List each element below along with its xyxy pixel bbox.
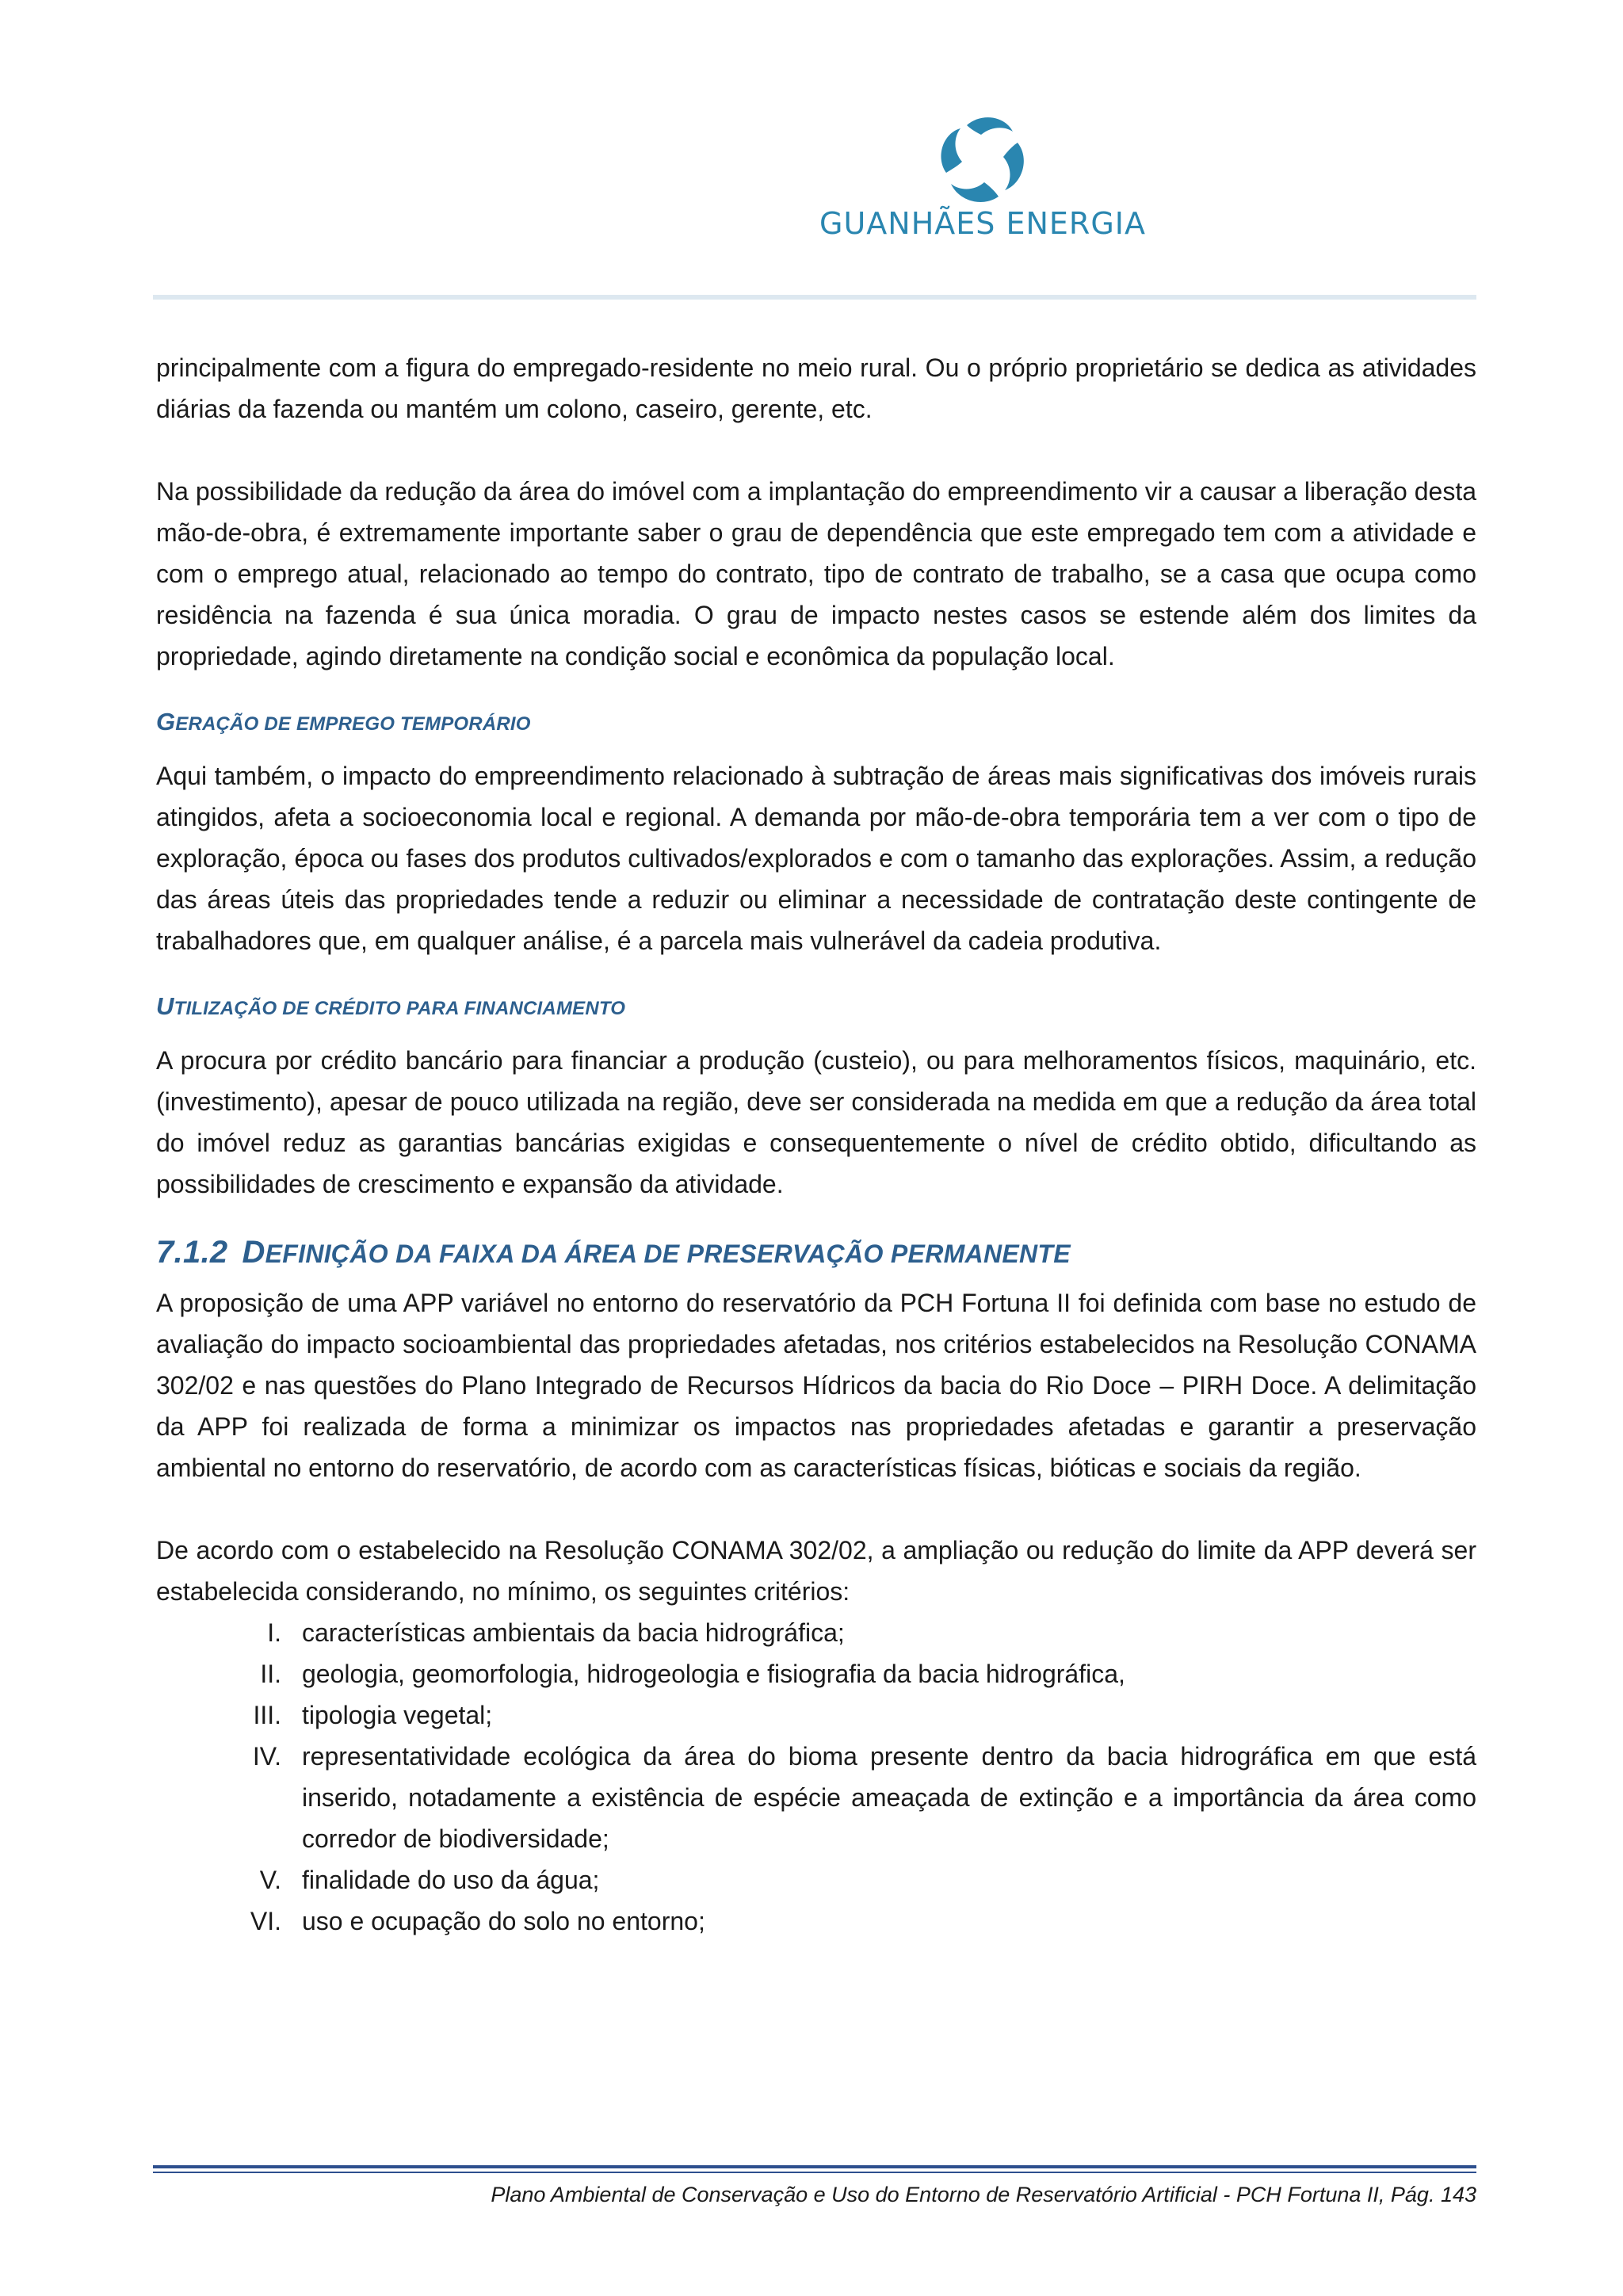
header-rule (153, 295, 1476, 300)
subheading-emprego-temporario: GERAÇÃO DE EMPREGO TEMPORÁRIO (156, 708, 531, 735)
list-item: VI. uso e ocupação do solo no entorno; (250, 1907, 705, 1935)
criteria-list (156, 1612, 1476, 1942)
paragraph-reducao-area: Na possibilidade da redução da área do imóvel com a implantação do empreendimento vir a causar a liberação desta mão-de-obra, é extremamente importante saber o grau de dependência que este empregado tem com a atividade e com o emprego atual, relacionado ao tempo do contrato, tipo de contrato de trabalho, se a casa que ocupa como residência na fazenda é sua única moradia. O grau de impacto nestes casos se estende além dos limites da propriedade, agindo diretamente na condição social e econômica da população local. (156, 477, 1476, 670)
list-item: I. características ambientais da bacia hidrográfica; (267, 1618, 845, 1647)
paragraph-conama-criterios: De acordo com o estabelecido na Resolução CONAMA 302/02, a ampliação ou redução do limite da APP deverá ser estabelecida considerando, no mínimo, os seguintes critérios: (156, 1536, 1476, 1606)
subheading-credito: UTILIZAÇÃO DE CRÉDITO PARA FINANCIAMENTO (156, 992, 626, 1020)
section-heading-app: 7.1.2 DEFINIÇÃO DA FAIXA DA ÁREA DE PRESERVAÇÃO PERMANENTE (156, 1235, 1071, 1270)
paragraph-emprego-temporario: Aqui também, o impacto do empreendimento relacionado à subtração de áreas mais significativas dos imóveis rurais atingidos, afeta a socioeconomia local e regional. A demanda por mão-de-obra temporária tem a ver com o tipo de exploração, época ou fases dos produtos cultivados/explorados e com o tamanho das explorações. Assim, a redução das áreas úteis das propriedades tende a reduzir ou eliminar a necessidade de contratação deste contingente de trabalhadores que, em qualquer análise, é a parcela mais vulnerável da cadeia produtiva. (156, 762, 1476, 955)
guanhaes-swirl-logo-icon (935, 111, 1030, 206)
paragraph-app-proposicao: A proposição de uma APP variável no entorno do reservatório da PCH Fortuna II foi definida com base no estudo de avaliação do impacto socioambiental das propriedades afetadas, nos critérios estabelecidos na Resolução CONAMA 302/02 e nas questões do Plano Integrado de Recursos Hídricos da bacia do Rio Doce – PIRH Doce. A delimitação da APP foi realizada de forma a minimizar os impactos nas propriedades afetadas e garantir a preservação ambiental no entorno do reservatório, de acordo com as características físicas, bióticas e sociais da região. (156, 1289, 1476, 1482)
paragraph-credito: A procura por crédito bancário para financiar a produção (custeio), ou para melhoramentos físicos, maquinário, etc. (investimento), apesar de pouco utilizada na região, deve ser considerada na medida em que a redução da área total do imóvel reduz as garantias bancárias exigidas e consequentemente o nível de crédito obtido, dificultando as possibilidades de crescimento e expansão da atividade. (156, 1046, 1476, 1198)
footer-rule (153, 2165, 1476, 2168)
paragraph-empregado-residente: principalmente com a figura do empregado-residente no meio rural. Ou o próprio proprietário se dedica as atividades diárias da fazenda ou mantém um colono, caseiro, gerente, etc. (156, 353, 1476, 423)
list-item: II. geologia, geomorfologia, hidrogeologia e fisiografia da bacia hidrográfica, (260, 1660, 1125, 1688)
list-item: IV. representatividade ecológica da área do bioma presente dentro da bacia hidrográfica em que está inserido, notadamente a existência de espécie ameaçada de extinção e a importância da área como corredor de biodiversidade; (252, 1742, 1476, 1853)
list-item: III. tipologia vegetal; (253, 1701, 493, 1729)
section-number: 7.1.2 (156, 1235, 228, 1270)
logo-text: GUANHÃES ENERGIA (819, 206, 1146, 241)
list-item: V. finalidade do uso da água; (259, 1866, 600, 1894)
footer-text: Plano Ambiental de Conservação e Uso do Entorno de Reservatório Artificial - PCH Fortuna II, Pág. 143 (491, 2183, 1476, 2206)
page-content (156, 347, 1476, 1942)
header-logo (816, 103, 1149, 254)
footer-rule-thin (153, 2172, 1476, 2173)
